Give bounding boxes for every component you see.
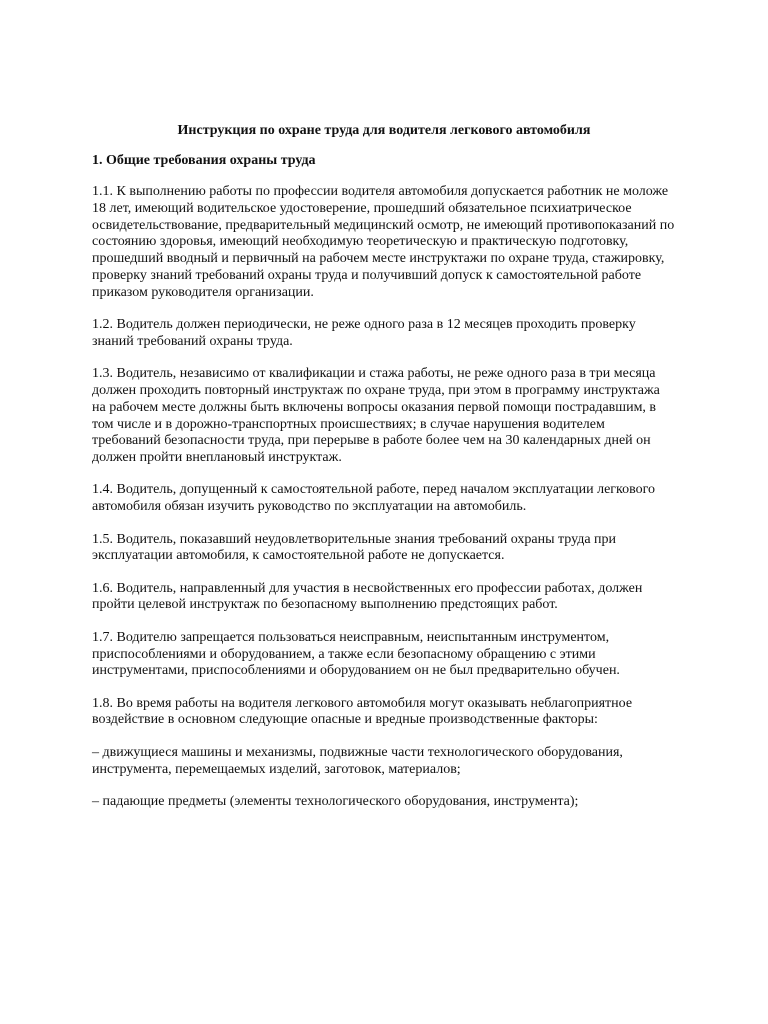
paragraph-1-2: 1.2. Водитель должен периодически, не реже одного раза в 12 месяцев проходить проверку знаний требований охраны труда.: [92, 317, 636, 349]
paragraph-1-4: 1.4. Водитель, допущенный к самостоятельной работе, перед началом эксплуатации легкового автомобиля обязан изучить руководство по эксплуатации на автомобиль.: [92, 482, 656, 515]
document-title: Инструкция по охране труда для водителя легкового автомобиля: [177, 123, 591, 138]
paragraph-1-7: 1.7. Водителю запрещается пользоваться неисправным, неиспытанным инструментом, приспособлениями и оборудованием, а также если безопасному обращению с этими инструментами, приспособлениями и оборудованием он не был предварительно обучен.: [92, 629, 620, 679]
document-page: [92, 122, 676, 826]
list-item-moving-machines: – движущиеся машины и механизмы, подвижные части технологического оборудования, инструмента, перемещаемых изделий, заготовок, материалов;: [92, 744, 623, 777]
section-heading: 1. Общие требования охраны труда: [92, 153, 316, 168]
paragraph-1-5: 1.5. Водитель, показавший неудовлетворительные знания требований охраны труда при эксплуатации автомобиля, к самостоятельной работе не допускается.: [92, 531, 617, 564]
paragraph-1-8: 1.8. Во время работы на водителя легкового автомобиля могут оказывать неблагоприятное воздействие в основном следующие опасные и вредные производственные факторы:: [92, 695, 633, 728]
paragraph-1-1: 1.1. К выполнению работы по профессии водителя автомобиля допускается работник не моложе 18 лет, имеющий водительское удостоверение, прошедший обязательное психиатрическое освидетельствование, предварительный медицинский осмотр, не имеющий противопоказаний по состоянию здоровья, имеющий необходимую теоретическую и практическую подготовку, прошедший вводный и первичный на рабочем месте инструктажи по охране труда, стажировку, проверку знаний требований охраны труда и получивший допуск к самостоятельной работе приказом руководителя организации.: [92, 184, 675, 300]
paragraph-1-3: 1.3. Водитель, независимо от квалификации и стажа работы, не реже одного раза в три месяца должен проходить повторный инструктаж по охране труда, при этом в программу инструктажа на рабочем месте должны быть включены вопросы оказания первой помощи пострадавшим, в том числе и в дорожно-транспортных происшествиях; в случае нарушения водителем требований безопасности труда, при перерыве в работе более чем на 30 календарных дней он должен пройти внеплановый инструктаж.: [92, 366, 660, 466]
paragraph-1-6: 1.6. Водитель, направленный для участия в несвойственных его профессии работах, должен пройти целевой инструктаж по безопасному выполнению предстоящих работ.: [92, 580, 643, 613]
list-item-falling-objects: – падающие предметы (элементы технологического оборудования, инструмента);: [92, 793, 579, 809]
